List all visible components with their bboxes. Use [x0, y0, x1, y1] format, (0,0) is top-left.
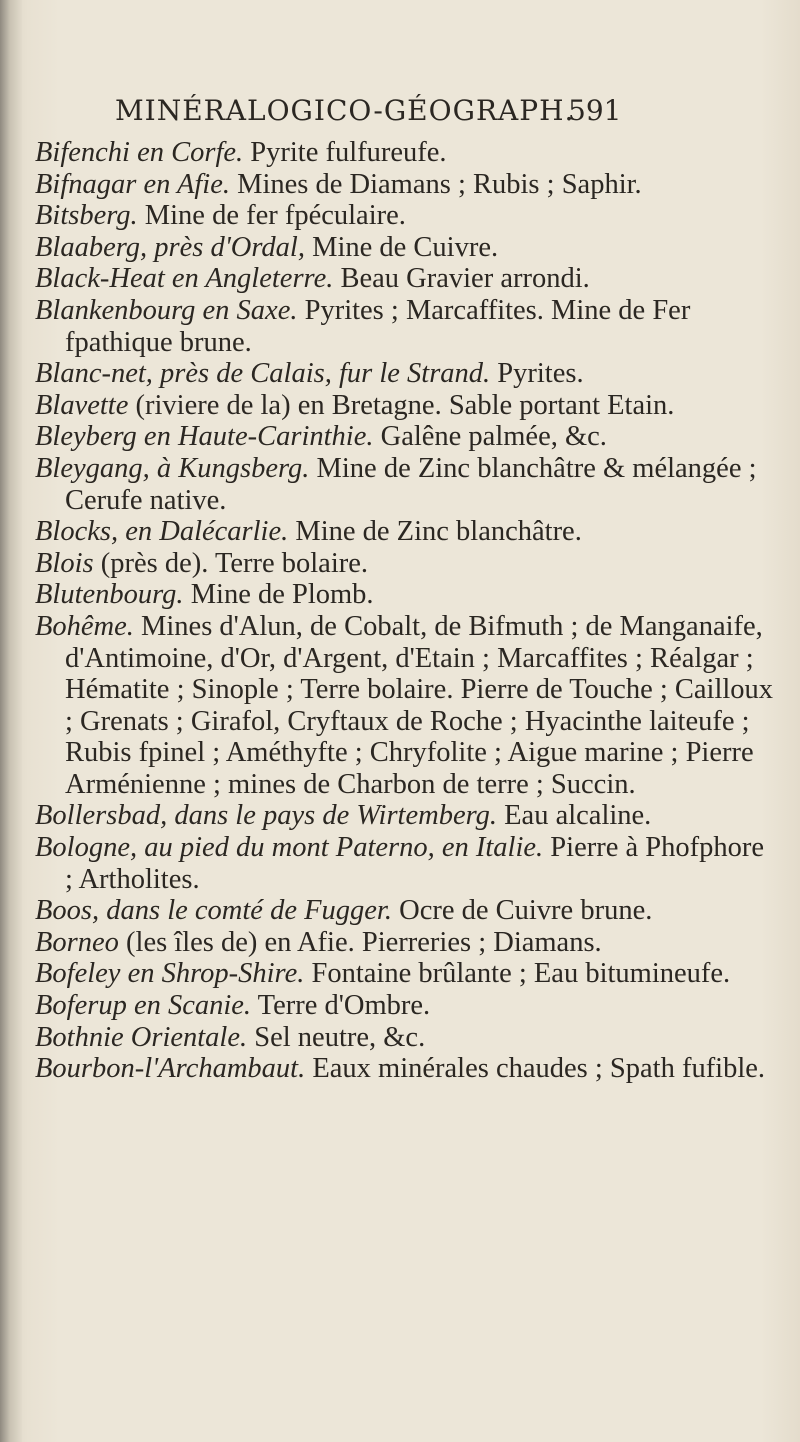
- entry-place: Bologne, au pied du mont Paterno, en Italie.: [35, 832, 544, 864]
- entry-text: (riviere de la) en Bretagne. Sable portant Etain.: [128, 389, 675, 421]
- entry-place: Blutenbourg.: [35, 579, 184, 611]
- entry: [35, 990, 775, 1022]
- entry: [35, 516, 775, 548]
- entry: [35, 611, 775, 801]
- entry-text: Sel neutre, &c.: [247, 1021, 426, 1053]
- entry-text: Galêne palmée, &c.: [373, 421, 607, 453]
- entry-text: Fontaine brûlante ; Eau bitumineufe.: [304, 958, 731, 990]
- entry-text: (les îles de) en Afie. Pierreries ; Diamans.: [118, 926, 602, 958]
- entry: [35, 832, 775, 895]
- entry-place: Blavette: [35, 389, 129, 421]
- entry: [35, 232, 775, 264]
- entry-text: Terre d'Ombre.: [251, 990, 431, 1022]
- entry: [35, 200, 775, 232]
- entry-place: Black-Heat en Angleterre.: [35, 263, 334, 295]
- entry-place: Bofeley en Shrop-Shire.: [35, 958, 305, 990]
- entry: [35, 1022, 775, 1054]
- entry: [35, 1053, 775, 1085]
- entry-text: Beau Gravier arrondi.: [333, 263, 590, 295]
- entry: [35, 927, 775, 959]
- entry-text: Mines de Diamans ; Rubis ; Saphir.: [230, 168, 642, 200]
- entry: [35, 548, 775, 580]
- entry: [35, 295, 775, 358]
- entry: [35, 169, 775, 201]
- entry-list: [35, 137, 775, 1085]
- entry-text: Pyrite fulfureufe.: [243, 137, 447, 168]
- running-head: MINÉRALOGICO-GÉOGRAPH.: [115, 94, 575, 127]
- entry-place: Blanc-net, près de Calais, fur le Strand.: [35, 358, 491, 390]
- entry-place: Bohême.: [35, 610, 134, 642]
- entry: [35, 579, 775, 611]
- entry-text: Pyrites.: [490, 358, 584, 390]
- entry-text: Mine de Plomb.: [183, 579, 374, 611]
- entry-place: Blankenbourg en Saxe.: [35, 294, 298, 326]
- entry-text: Eaux minérales chaudes ; Spath fufible.: [305, 1053, 766, 1085]
- entry-text: Pierre à Phofphore ; Artholites.: [65, 832, 764, 895]
- entry-place: Blocks, en Dalécarlie.: [35, 516, 289, 548]
- entry-text: Mine de Zinc blanchâtre & mélangée ; Cerufe native.: [65, 452, 757, 516]
- entry-place: Bollersbad, dans le pays de Wirtemberg.: [35, 800, 498, 832]
- entry-place: Bitsberg.: [35, 200, 138, 232]
- entry-place: Bothnie Orientale.: [35, 1021, 248, 1053]
- entry-place: Bourbon-l'Archambaut.: [35, 1053, 306, 1085]
- entry-text: Pyrites ; Marcaffites. Mine de Fer fpathique brune.: [65, 294, 691, 358]
- entry-place: Boferup en Scanie.: [35, 990, 252, 1022]
- entry-place: Bleyberg en Haute-Carinthie.: [35, 421, 374, 453]
- entry: [35, 358, 775, 390]
- entry: [35, 137, 775, 169]
- page-gutter: [0, 0, 22, 1442]
- entry-text: Mine de fer fpéculaire.: [137, 200, 406, 232]
- entry-place: Bleygang, à Kungsberg.: [35, 452, 310, 484]
- entry-text: Mine de Cuivre.: [304, 231, 499, 263]
- entry: [35, 390, 775, 422]
- entry-text: (près de). Terre bolaire.: [93, 547, 369, 579]
- entry: [35, 453, 775, 516]
- entry-place: Boos, dans le comté de Fugger.: [35, 895, 392, 927]
- entry: [35, 958, 775, 990]
- entry-place: Bifnagar en Afie.: [35, 168, 230, 200]
- entry: [35, 800, 775, 832]
- entry-text: Ocre de Cuivre brune.: [391, 895, 653, 927]
- entry-place: Blois: [35, 547, 94, 579]
- entry-text: Eau alcaline.: [497, 800, 652, 832]
- page-number: 591: [568, 94, 622, 127]
- entry-text: Mine de Zinc blanchâtre.: [288, 516, 582, 548]
- entry-place: Borneo: [35, 926, 119, 958]
- entry-place: Bifenchi en Corfe.: [35, 137, 244, 168]
- entry: [35, 421, 775, 453]
- entry: [35, 895, 775, 927]
- entry-text: Mines d'Alun, de Cobalt, de Bifmuth ; de Manganaife, d'Antimoine, d'Or, d'Argent, d'Etain ; Marcaffites ; Réalgar ; Hématite ; Sinople ; Terre bolaire. Pierre de Touche ; Cailloux ; Grenats ; Girafol, Cryftaux de Roche ; Hyacinthe laiteufe ; Rubis fpinel ; Améthyfte ; Chryfolite ; Aigue marine ; Pierre Arménienne ; mines de Charbon de terre ; Succin.: [65, 610, 774, 800]
- entry-place: Blaaberg, près d'Ordal,: [35, 231, 305, 263]
- entry: [35, 263, 775, 295]
